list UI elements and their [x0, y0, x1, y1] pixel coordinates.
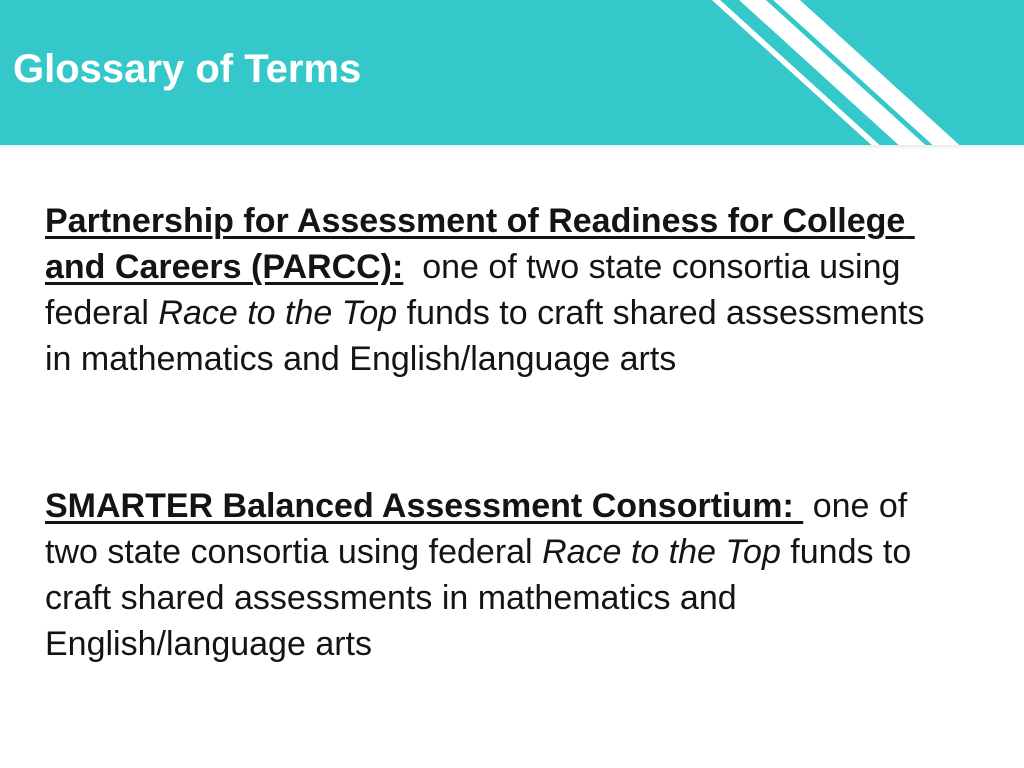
slide-title: Glossary of Terms [13, 47, 362, 91]
definition-text-tail: English/language arts [349, 340, 677, 378]
definition-text: one of two state consortia using federal [45, 487, 917, 571]
term-smarter: SMARTER Balanced Assessment Consortium: [45, 487, 804, 525]
definition-text: one of two state consortia using federal [45, 248, 910, 332]
term-separator [803, 487, 812, 525]
race-to-the-top-phrase: Race to the Top [158, 294, 398, 332]
header-band [0, 0, 1024, 145]
term-parcc: Partnership for Assessment of Readiness for College and Careers (PARCC): [45, 202, 915, 286]
slide-body [45, 145, 945, 667]
race-to-the-top-phrase: Race to the Top [542, 533, 781, 571]
definition-smarter [45, 483, 945, 667]
definition-parcc [45, 198, 945, 382]
term-separator [403, 248, 422, 286]
definition-text-tail: English/language arts [45, 625, 373, 663]
definition-text: funds to craft shared assessments in mathematics and [45, 533, 921, 617]
definition-text: funds to craft shared assessments in mathematics and [45, 294, 934, 378]
